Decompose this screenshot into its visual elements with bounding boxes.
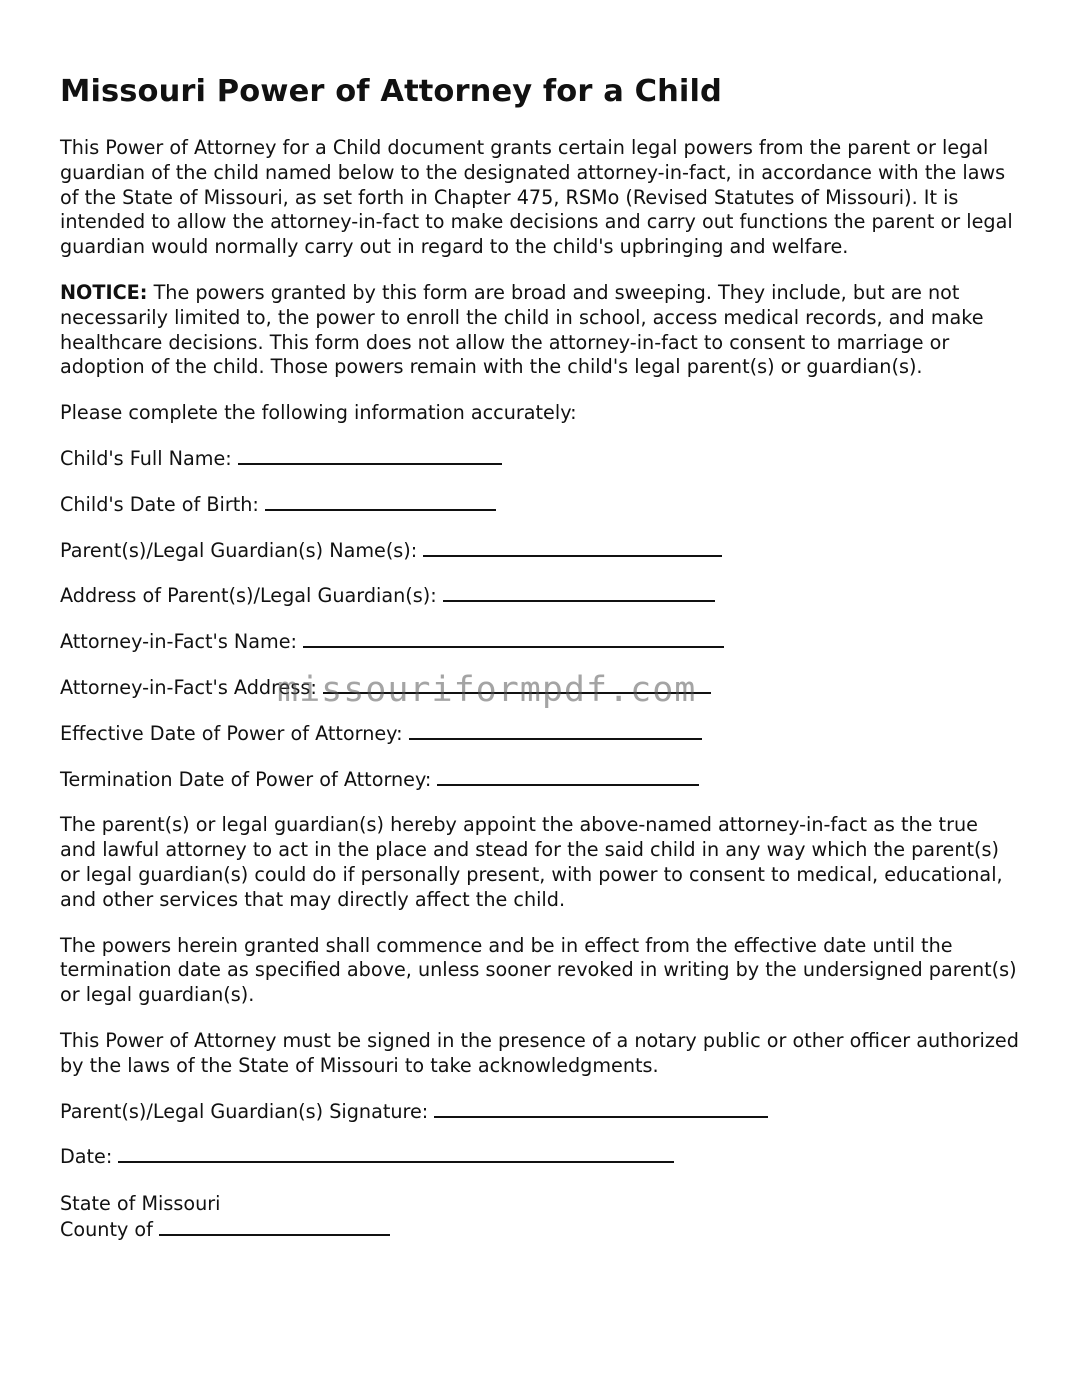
signature-field bbox=[60, 1100, 1020, 1125]
watermark-text: missouriformpdf.com bbox=[277, 670, 697, 710]
signature-label: Parent(s)/Legal Guardian(s) Signature: bbox=[60, 1099, 429, 1123]
aif-address-label: Attorney-in-Fact's Address: bbox=[60, 675, 317, 699]
effective-date-field bbox=[60, 722, 1020, 747]
document-page bbox=[60, 72, 1020, 1242]
child-name-label: Child's Full Name: bbox=[60, 446, 232, 470]
document-title: Missouri Power of Attorney for a Child bbox=[60, 74, 722, 109]
parent-name-field bbox=[60, 539, 1020, 564]
termination-date-label: Termination Date of Power of Attorney: bbox=[60, 767, 432, 791]
intro-paragraph: This Power of Attorney for a Child document grants certain legal powers from the parent or legal guardian of the child named below to the designated attorney-in-fact, in accordance with the laws of the State of Missouri, as set forth in Chapter 475, RSMo (Revised Statutes of Missouri). It is intended to allow the attorney-in-fact to make decisions and carry out functions the parent or legal guardian would normally carry out in regard to the child's upbringing and welfare. bbox=[60, 136, 1013, 259]
aif-name-input-line[interactable] bbox=[303, 630, 724, 648]
date-input-line[interactable] bbox=[118, 1145, 674, 1163]
termination-date-input-line[interactable] bbox=[437, 768, 699, 786]
signing-paragraph: This Power of Attorney must be signed in the presence of a notary public or other officer authorized by the laws of the State of Missouri to take acknowledgments. bbox=[60, 1028, 1019, 1077]
notice-text: The powers granted by this form are broad and sweeping. They include, but are not necessarily limited to, the power to enroll the child in school, access medical records, and make healthcare decisions. This form does not allow the attorney-in-fact to consent to marriage or adoption of the child. Those powers remain with the child's legal parent(s) or guardian(s). bbox=[60, 280, 984, 379]
notice-label: NOTICE: bbox=[60, 280, 148, 304]
aif-name-field bbox=[60, 630, 1020, 655]
parent-address-field bbox=[60, 584, 1020, 609]
parent-name-label: Parent(s)/Legal Guardian(s) Name(s): bbox=[60, 538, 418, 562]
county-label: County of bbox=[60, 1217, 153, 1241]
duration-paragraph: The powers herein granted shall commence and be in effect from the effective date until the termination date as specified above, unless sooner revoked in writing by the undersigned parent(s) or legal guardian(s). bbox=[60, 933, 1017, 1007]
county-input-line[interactable] bbox=[159, 1218, 390, 1236]
state-label: State of Missouri bbox=[60, 1192, 221, 1216]
parent-address-input-line[interactable] bbox=[443, 584, 715, 602]
aif-address-field bbox=[60, 676, 1020, 701]
signature-input-line[interactable] bbox=[434, 1100, 768, 1118]
date-label: Date: bbox=[60, 1145, 113, 1169]
date-field bbox=[60, 1145, 1020, 1170]
child-dob-input-line[interactable] bbox=[265, 493, 496, 511]
effective-date-label: Effective Date of Power of Attorney: bbox=[60, 721, 403, 745]
termination-date-field bbox=[60, 768, 1020, 793]
child-name-field bbox=[60, 447, 1020, 472]
appointment-paragraph: The parent(s) or legal guardian(s) hereby appoint the above-named attorney-in-fact as the true and lawful attorney to act in the place and stead for the said child in any way which the parent(s) or legal guardian(s) could do if personally present, with power to consent to medical, educational, and other services that may directly affect the child. bbox=[60, 813, 1003, 911]
aif-name-label: Attorney-in-Fact's Name: bbox=[60, 630, 297, 654]
child-dob-field bbox=[60, 493, 1020, 518]
aif-address-input-line[interactable] bbox=[323, 676, 711, 694]
county-field bbox=[60, 1217, 1020, 1243]
effective-date-input-line[interactable] bbox=[409, 722, 702, 740]
instructions-text: Please complete the following information accurately: bbox=[60, 401, 577, 425]
child-name-input-line[interactable] bbox=[238, 447, 502, 465]
notice-paragraph bbox=[60, 281, 1020, 380]
notary-block bbox=[60, 1191, 1020, 1242]
child-dob-label: Child's Date of Birth: bbox=[60, 492, 259, 516]
parent-address-label: Address of Parent(s)/Legal Guardian(s): bbox=[60, 584, 437, 608]
parent-name-input-line[interactable] bbox=[423, 539, 722, 557]
